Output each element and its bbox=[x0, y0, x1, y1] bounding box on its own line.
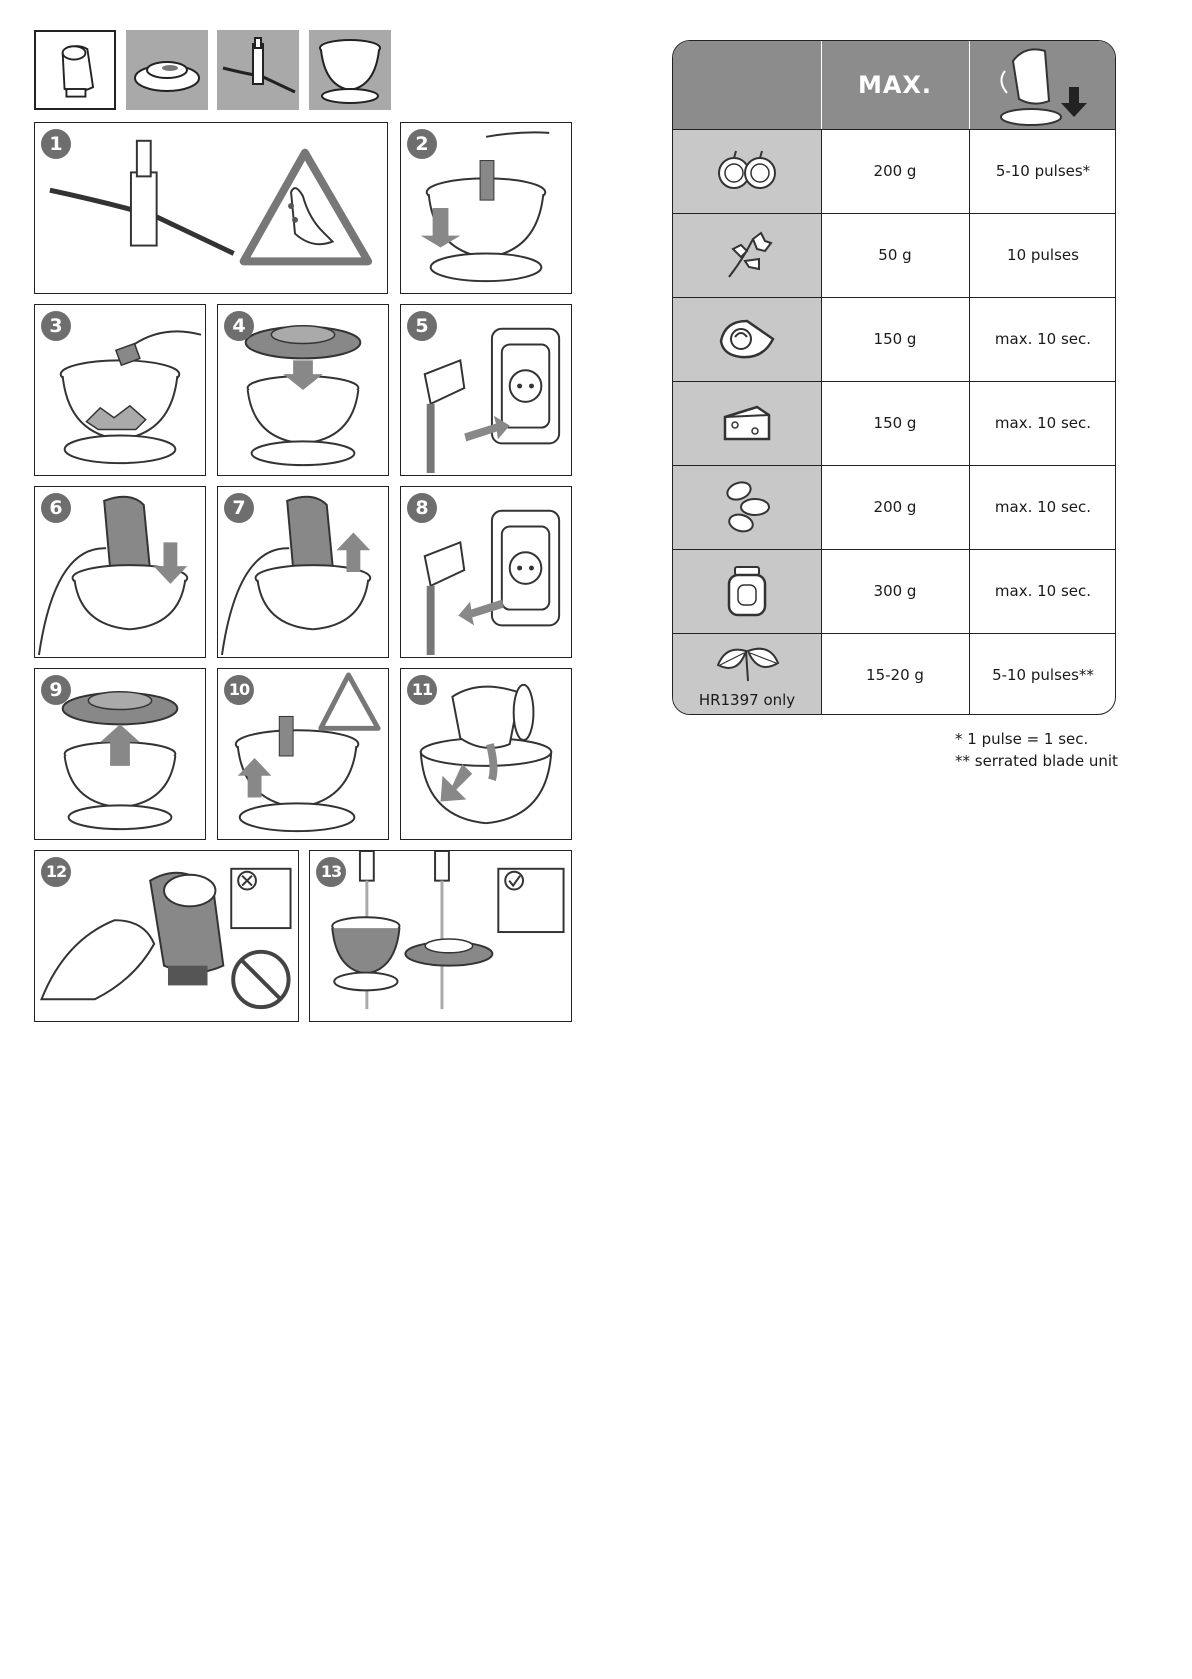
step-panel-12 bbox=[34, 850, 299, 1022]
step-number-9: 9 bbox=[41, 675, 71, 705]
blade-thumbnail bbox=[217, 30, 299, 110]
max-quantity-cell: 150 g bbox=[873, 414, 917, 432]
rinse-parts-illustration bbox=[310, 851, 571, 1021]
bowl-icon bbox=[309, 30, 391, 110]
footnote-pulse: * 1 pulse = 1 sec. bbox=[955, 730, 1089, 748]
parsley-icon bbox=[719, 229, 775, 281]
processing-time-cell: max. 10 sec. bbox=[994, 582, 1092, 600]
step-panel-4 bbox=[217, 304, 389, 476]
step-panel-3 bbox=[34, 304, 206, 476]
max-quantity-header: MAX. bbox=[857, 71, 933, 99]
cheese-icon bbox=[721, 401, 773, 445]
nuts-icon bbox=[717, 477, 777, 535]
processing-time-cell: 5-10 pulses** bbox=[992, 666, 1094, 684]
step-number-8: 8 bbox=[407, 493, 437, 523]
table-row bbox=[673, 563, 821, 619]
processing-time-cell: max. 10 sec. bbox=[994, 414, 1092, 432]
lid-icon bbox=[126, 30, 208, 110]
max-quantity-cell: 200 g bbox=[873, 498, 917, 516]
max-quantity-cell: 300 g bbox=[873, 582, 917, 600]
step-panel-1 bbox=[34, 122, 388, 294]
table-row bbox=[673, 401, 821, 445]
step-number-4: 4 bbox=[224, 311, 254, 341]
step-panel-13 bbox=[309, 850, 572, 1022]
processing-time-cell: max. 10 sec. bbox=[994, 498, 1092, 516]
step-number-2: 2 bbox=[407, 129, 437, 159]
mint-leaves-icon bbox=[712, 641, 782, 685]
clean-motor-unit-illustration bbox=[35, 851, 298, 1021]
step-panel-10 bbox=[217, 668, 389, 840]
step-number-11: 11 bbox=[407, 675, 437, 705]
step-panel-8 bbox=[400, 486, 572, 658]
meat-icon bbox=[715, 315, 779, 363]
step-number-10: 10 bbox=[224, 675, 254, 705]
step-panel-5 bbox=[400, 304, 572, 476]
blade-handling-illustration bbox=[35, 123, 387, 293]
table-row bbox=[673, 229, 821, 281]
step-panel-2 bbox=[400, 122, 572, 294]
step-number-6: 6 bbox=[41, 493, 71, 523]
table-row bbox=[673, 641, 821, 685]
max-quantity-cell: 200 g bbox=[873, 162, 917, 180]
step-number-13: 13 bbox=[316, 857, 346, 887]
step-panel-7 bbox=[217, 486, 389, 658]
step-number-5: 5 bbox=[407, 311, 437, 341]
blade-icon bbox=[217, 30, 299, 110]
lid-thumbnail bbox=[126, 30, 208, 110]
max-quantity-cell: 15-20 g bbox=[866, 666, 924, 684]
step-number-1: 1 bbox=[41, 129, 71, 159]
step-number-12: 12 bbox=[41, 857, 71, 887]
baby-food-jar-icon bbox=[725, 563, 769, 619]
step-panel-11 bbox=[400, 668, 572, 840]
motor-unit-icon bbox=[36, 32, 114, 108]
table-row bbox=[673, 147, 821, 195]
step-panel-9 bbox=[34, 668, 206, 840]
step-number-7: 7 bbox=[224, 493, 254, 523]
max-quantity-cell: 150 g bbox=[873, 330, 917, 348]
bowl-thumbnail bbox=[309, 30, 391, 110]
processing-time-header-icon bbox=[969, 41, 1116, 129]
processing-time-cell: 10 pulses bbox=[1007, 246, 1079, 264]
processing-time-cell: max. 10 sec. bbox=[994, 330, 1092, 348]
motor-unit-thumbnail bbox=[34, 30, 116, 110]
step-number-3: 3 bbox=[41, 311, 71, 341]
max-quantity-cell: 50 g bbox=[878, 246, 912, 264]
quantities-table bbox=[672, 40, 1116, 715]
processing-time-cell: 5-10 pulses* bbox=[995, 162, 1091, 180]
step-panel-6 bbox=[34, 486, 206, 658]
onion-icon bbox=[714, 147, 780, 195]
footnote-serrated-blade: ** serrated blade unit bbox=[955, 752, 1118, 770]
table-row bbox=[673, 315, 821, 363]
table-row bbox=[673, 477, 821, 535]
model-note: HR1397 only bbox=[698, 691, 796, 709]
